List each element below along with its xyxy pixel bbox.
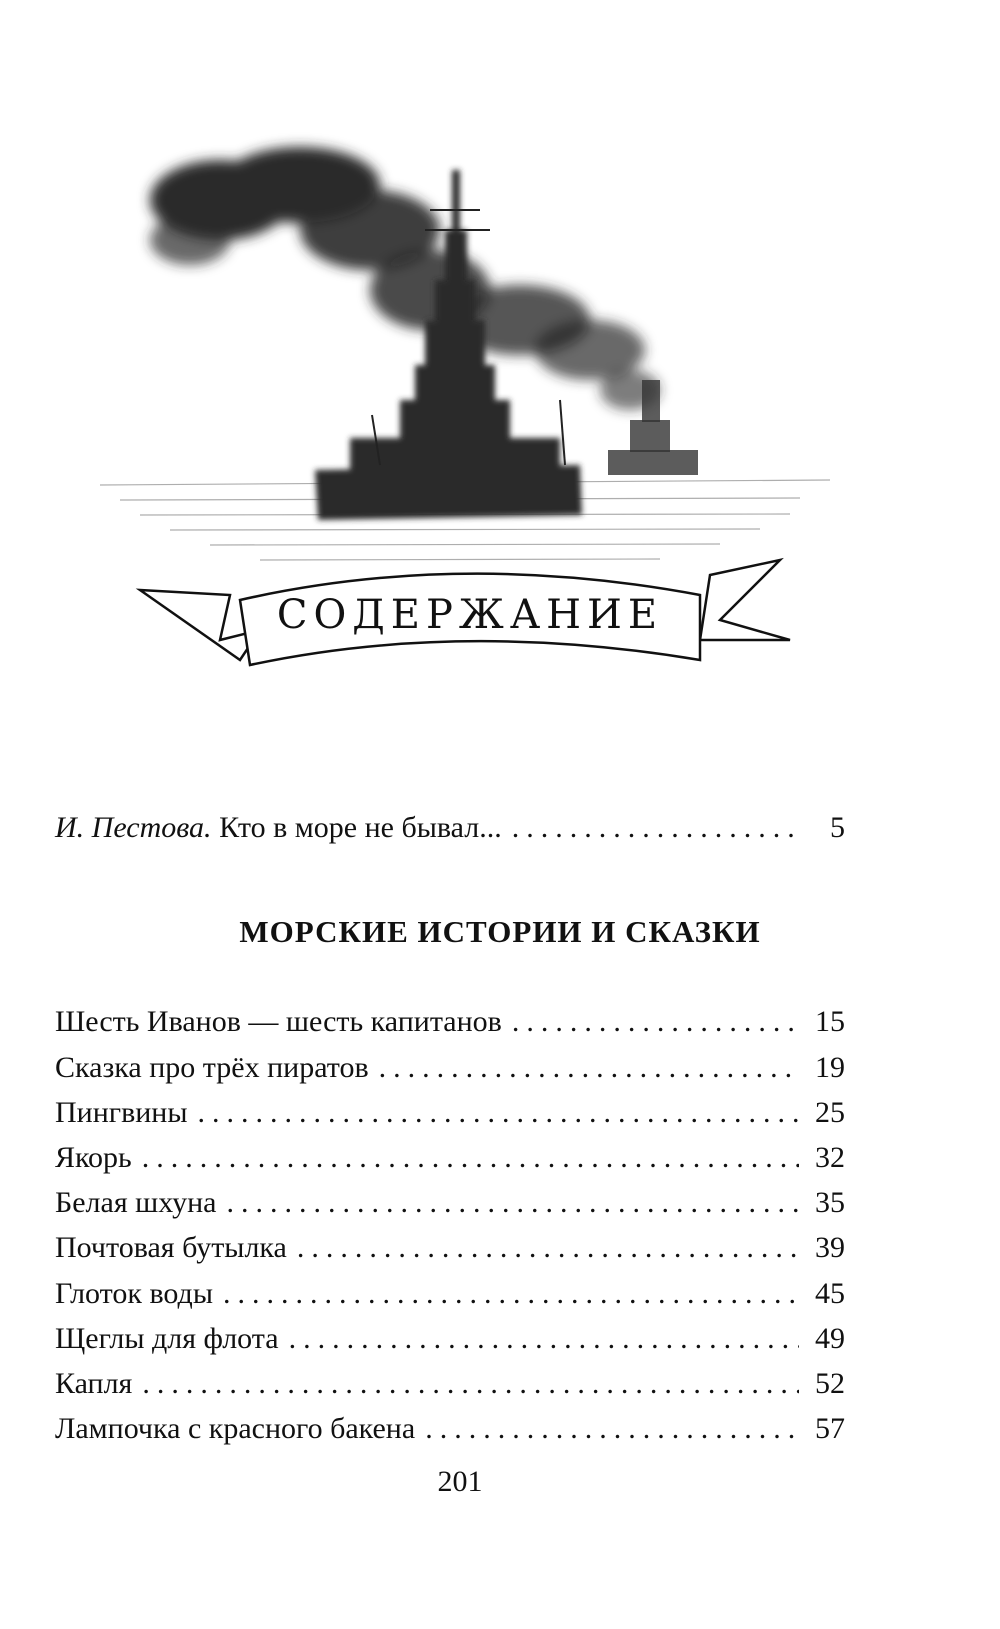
toc-entry[interactable] bbox=[55, 1276, 845, 1312]
dot-leader bbox=[425, 1411, 799, 1447]
toc-entry-page: 45 bbox=[815, 1277, 845, 1310]
toc-entry-intro[interactable] bbox=[55, 810, 845, 846]
toc-entry-title: Пингвины bbox=[55, 1096, 188, 1129]
toc-entry-page: 49 bbox=[815, 1322, 845, 1355]
toc-entry-title: Щеглы для флота bbox=[55, 1322, 279, 1355]
toc-entry[interactable] bbox=[55, 1321, 845, 1357]
toc-entry-page: 25 bbox=[815, 1096, 845, 1129]
toc-entry[interactable] bbox=[55, 1140, 845, 1176]
toc-entry[interactable] bbox=[55, 1050, 845, 1086]
dot-leader bbox=[198, 1095, 799, 1131]
section-heading: МОРСКИЕ ИСТОРИИ И СКАЗКИ bbox=[239, 914, 761, 949]
toc-entry-title: Сказка про трёх пиратов bbox=[55, 1051, 369, 1084]
dot-leader bbox=[142, 1140, 799, 1176]
toc-entry-page: 39 bbox=[815, 1231, 845, 1264]
dot-leader bbox=[379, 1050, 799, 1086]
toc-entry-title: Якорь bbox=[55, 1141, 132, 1174]
dot-leader bbox=[297, 1230, 799, 1266]
dot-leader bbox=[512, 1004, 799, 1040]
smoke-icon bbox=[150, 147, 660, 410]
toc-entry-title: Глоток воды bbox=[55, 1277, 213, 1310]
toc-entry[interactable] bbox=[55, 1411, 845, 1447]
dot-leader bbox=[512, 810, 799, 846]
banner-title: СОДЕРЖАНИЕ bbox=[276, 592, 664, 638]
dot-leader bbox=[223, 1276, 799, 1312]
toc-entry-title: Белая шхуна bbox=[55, 1186, 217, 1219]
toc-entry-title: Лампочка с красного бакена bbox=[55, 1412, 416, 1445]
toc-entry[interactable] bbox=[55, 1095, 845, 1131]
toc-entry-title bbox=[55, 810, 502, 846]
toc-entry[interactable] bbox=[55, 1230, 845, 1266]
dot-leader bbox=[226, 1185, 799, 1221]
toc-entry[interactable] bbox=[55, 1366, 845, 1402]
toc-entry-page: 52 bbox=[815, 1367, 845, 1400]
toc-entry-page: 35 bbox=[815, 1186, 845, 1219]
toc-entry-page: 19 bbox=[815, 1051, 845, 1084]
toc-entry[interactable] bbox=[55, 1185, 845, 1221]
toc-entry-title: Шесть Иванов — шесть капитанов bbox=[55, 1005, 502, 1038]
toc-entry-page: 5 bbox=[830, 811, 845, 844]
dot-leader bbox=[142, 1366, 799, 1402]
author-name: И. Пестова. bbox=[55, 811, 212, 844]
battleship-illustration bbox=[100, 120, 870, 720]
toc-entry-page: 32 bbox=[815, 1141, 845, 1174]
toc-entry[interactable] bbox=[55, 1004, 845, 1040]
page-number: 201 bbox=[437, 1465, 483, 1498]
toc-entry-title: Капля bbox=[55, 1367, 133, 1400]
toc-entry-page: 15 bbox=[815, 1005, 845, 1038]
intro-title: Кто в море не бывал... bbox=[219, 811, 502, 844]
toc-entry-title: Почтовая бутылка bbox=[55, 1231, 287, 1264]
dot-leader bbox=[289, 1321, 799, 1357]
toc-entry-page: 57 bbox=[815, 1412, 845, 1445]
